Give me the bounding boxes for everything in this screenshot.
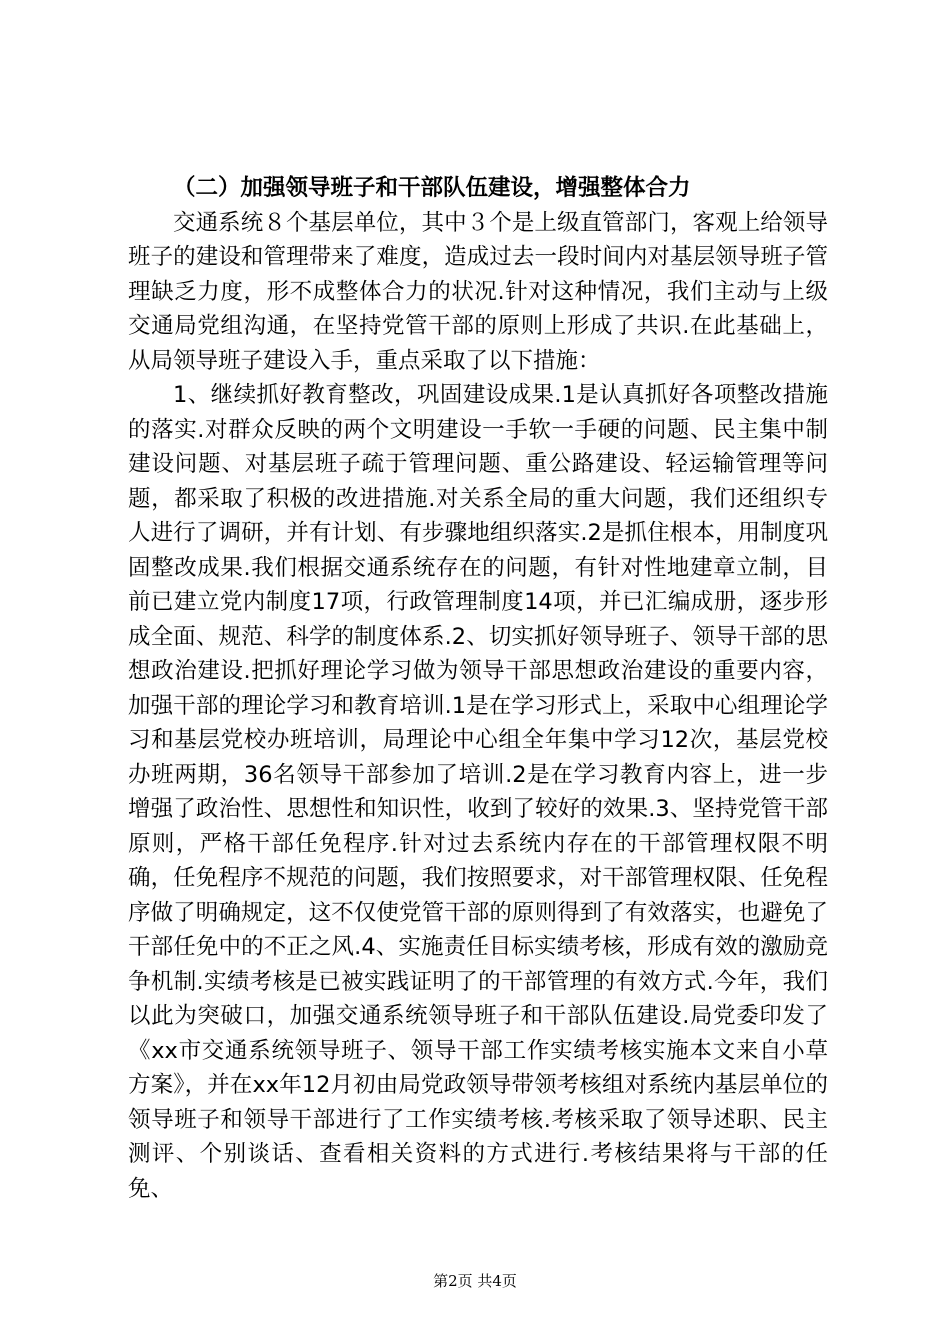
- paragraph-intro: 交通系统８个基层单位，其中３个是上级直管部门，客观上给领导班子的建设和管理带来了难度，造成过去一段时间内对基层领导班子管理缺乏力度，形不成整体合力的状况.针对这种情况，我们主动与上级交通局党组沟通，在坚持党管干部的原则上形成了共识.在此基础上，从局领导班子建设入手，重点采取了以下措施：: [128, 209, 828, 374]
- section-heading: （二）加强领导班子和干部队伍建设，增强整体合力: [173, 175, 691, 201]
- paragraph-measures: 1、继续抓好教育整改，巩固建设成果.1是认真抓好各项整改措施的落实.对群众反映的两个文明建设一手软一手硬的问题、民主集中制建设问题、对基层班子疏于管理问题、重公路建设、轻运输管理等问题，都采取了积极的改进措施.对关系全局的重大问题，我们还组织专人进行了调研，并有计划、有步骤地组织落实.2是抓住根本，用制度巩固整改成果.我们根据交通系统存在的问题，有针对性地建章立制，目前已建立党内制度17项，行政管理制度14项，并已汇编成册，逐步形成全面、规范、科学的制度体系.2、切实抓好领导班子、领导干部的思想政治建设.把抓好理论学习做为领导干部思想政治建设的重要内容，加强干部的理论学习和教育培训.1是在学习形式上，采取中心组理论学习和基层党校办班培训，局理论中心组全年集中学习12次，基层党校办班两期，36名领导干部参加了培训.2是在学习教育内容上，进一步增强了政治性、思想性和知识性，收到了较好的效果.3、坚持党管干部原则，严格干部任免程序.针对过去系统内存在的干部管理权限不明确，任免程序不规范的问题，我们按照要求，对干部管理权限、任免程序做了明确规定，这不仅使党管干部的原则得到了有效落实，也避免了干部任免中的不正之风.4、实施责任目标实绩考核，形成有效的激励竞争机制.实绩考核是已被实践证明了的干部管理的有效方式.今年，我们以此为突破口，加强交通系统领导班子和干部队伍建设.局党委印发了《xx市交通系统领导班子、领导干部工作实绩考核实施本文来自小草方案》，并在xx年12月初由局党政领导带领考核组对系统内基层单位的领导班子和领导干部进行了工作实绩考核.考核采取了领导述职、民主测评、个别谈话、查看相关资料的方式进行.考核结果将与干部的任免、: [128, 382, 828, 1202]
- document-body: [128, 171, 828, 1206]
- page-footer: 第2页 共4页: [433, 1272, 517, 1290]
